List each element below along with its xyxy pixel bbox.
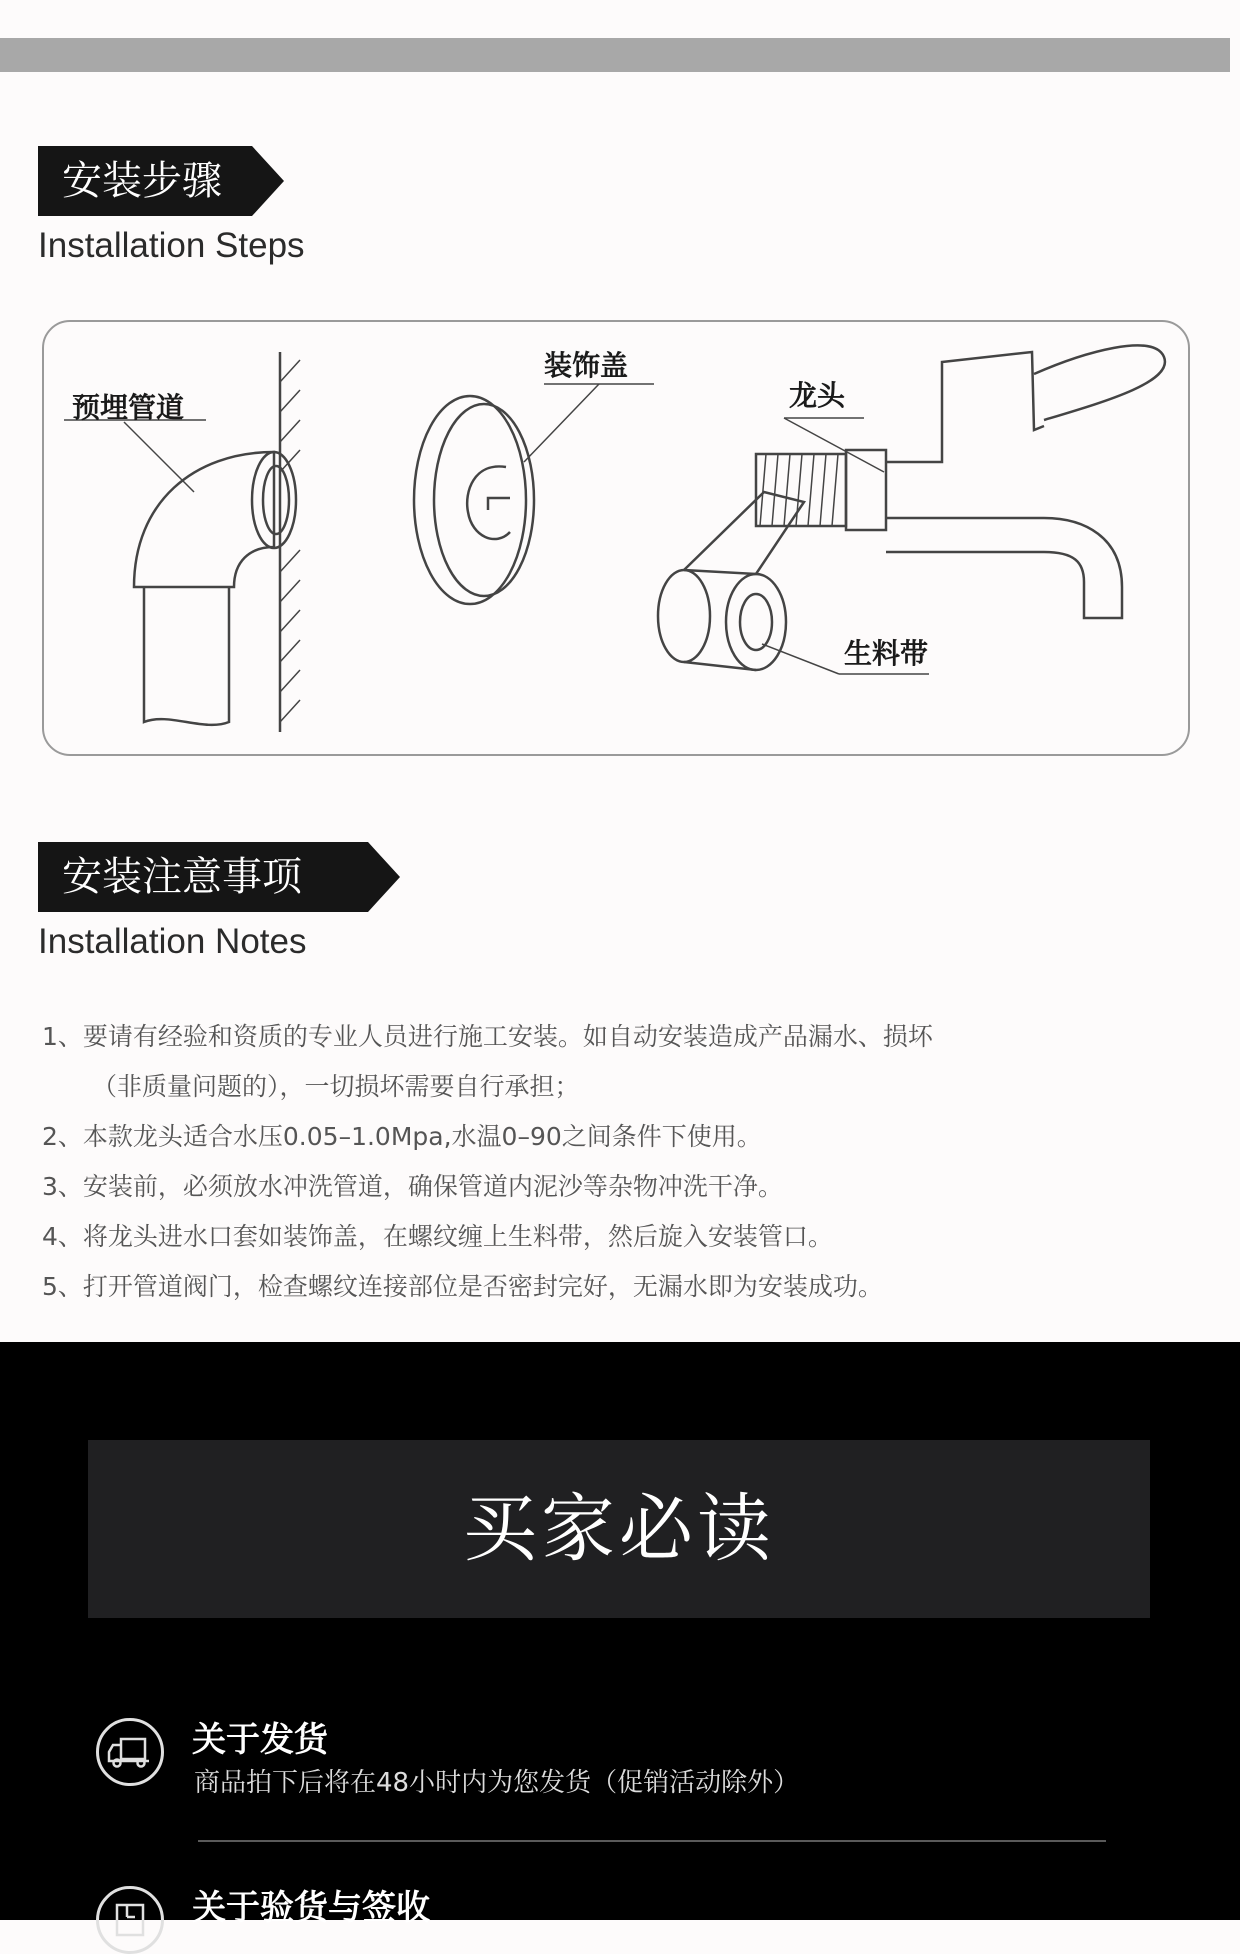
note-item: 4、将龙头进水口套如装饰盖，在螺纹缠上生料带，然后旋入安装管口。	[42, 1222, 833, 1251]
label-decorative-cover: 装饰盖	[544, 349, 629, 382]
note-item: 3、安装前，必须放水冲洗管道，确保管道内泥沙等杂物冲洗干净。	[42, 1172, 783, 1201]
label-embedded-pipe: 预埋管道	[72, 391, 185, 424]
shipping-title: 关于发货	[192, 1720, 328, 1760]
label-faucet: 龙头	[789, 379, 846, 412]
info-divider	[198, 1840, 1106, 1842]
buyer-banner: 买家必读	[88, 1440, 1150, 1618]
notes-title: 安装注意事项	[38, 842, 368, 912]
notes-subtitle: Installation Notes	[38, 922, 307, 961]
steps-section-header	[38, 146, 305, 266]
buyer-notice-section	[0, 1342, 1240, 1928]
diagram-illustration	[44, 322, 1192, 758]
shipping-desc: 商品拍下后将在48小时内为您发货（促销活动除外）	[194, 1768, 800, 1798]
top-divider-bar	[0, 38, 1230, 72]
note-item: 1、要请有经验和资质的专业人员进行施工安装。如自动安装造成产品漏水、损坏	[42, 1022, 933, 1051]
steps-subtitle: Installation Steps	[38, 226, 305, 265]
note-item: 5、打开管道阀门，检查螺纹连接部位是否密封完好，无漏水即为安装成功。	[42, 1272, 883, 1301]
package-icon	[96, 1886, 164, 1954]
inspection-title: 关于验货与签收	[192, 1888, 430, 1928]
installation-diagram	[42, 320, 1190, 756]
label-ptfe-tape: 生料带	[844, 637, 929, 670]
note-item: 2、本款龙头适合水压0.05–1.0Mpa,水温0–90之间条件下使用。	[42, 1122, 762, 1151]
truck-icon	[96, 1718, 164, 1786]
notes-list	[42, 1012, 1042, 1312]
steps-title: 安装步骤	[38, 146, 252, 216]
note-item: （非质量问题的），一切损坏需要自行承担；	[92, 1072, 580, 1101]
notes-section-header	[38, 842, 368, 962]
